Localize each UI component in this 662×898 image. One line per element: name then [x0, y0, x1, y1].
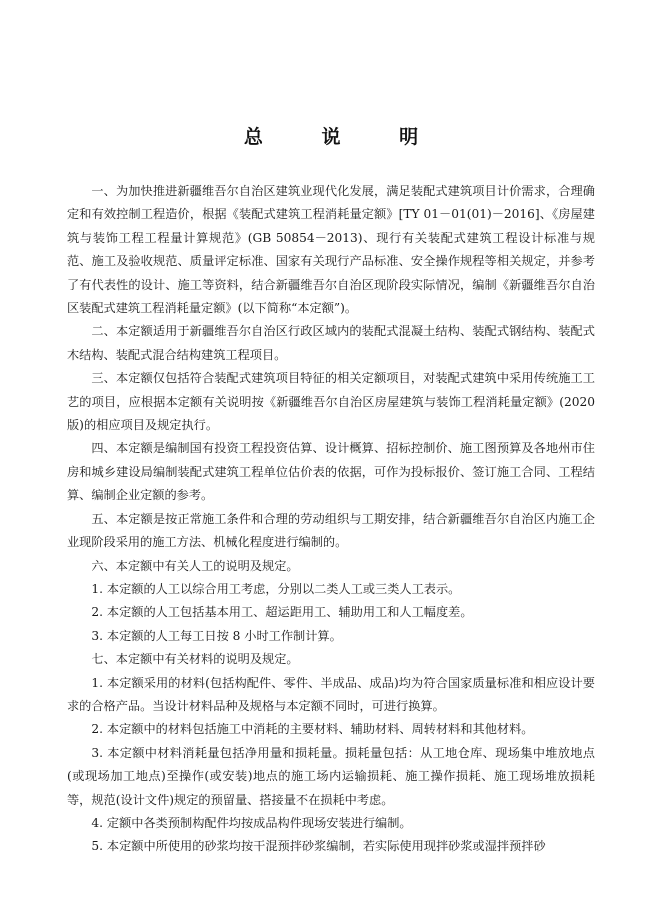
paragraph-5: 五、本定额是按正常施工条件和合理的劳动组织与工期安排，结合新疆维吾尔自治区内施工企业现阶段采用的施工方法、机械化程度进行编制的。: [67, 511, 595, 550]
paragraph-7-item-1: 1. 本定额采用的材料(包括构配件、零件、半成品、成品)均为符合国家质量标准和相应设计要求的合格产品。当设计材料品种及规格与本定额不同时，可进行换算。: [67, 675, 595, 713]
paragraph-4: 四、本定额是编制国有投资工程投资估算、设计概算、招标控制价、施工图预算及各地州市住房和城乡建设局编制装配式建筑工程单位估价表的依据，可作为投标报价、签订施工合同、工程结算、编制企业定额的参考。: [67, 441, 595, 503]
body-text: [67, 180, 595, 859]
paragraph-1: 一、为加快推进新疆维吾尔自治区建筑业现代化发展，满足装配式建筑项目计价需求，合理确定和有效控制工程造价，根据《装配式建筑工程消耗量定额》[TY 01－01(01)－2016]、《房屋建筑与装饰工程工程量计算规范》(GB 50854－2013)、现行有关装配式建筑工程设计标准与规范、施工及验收规范、质量评定标准、国家有关现行产品标准、安全操作规程等相关规定，并参考了有代表性的设计、施工等资料，结合新疆维吾尔自治区现阶段实际情况，编制《新疆维吾尔自治区装配式建筑工程消耗量定额》(以下简称“本定额”)。: [67, 184, 595, 316]
paragraph-6: 六、本定额中有关人工的说明及规定。: [91, 558, 299, 573]
paragraph-7-item-2: 2. 本定额中的材料包括施工中消耗的主要材料、辅助材料、周转材料和其他材料。: [91, 722, 534, 737]
paragraph-6-item-1: 1. 本定额的人工以综合用工考虑，分别以二类人工或三类人工表示。: [91, 581, 461, 596]
paragraph-7: 七、本定额中有关材料的说明及规定。: [91, 652, 299, 667]
paragraph-7-item-4: 4. 定额中各类预制构配件均按成品构件现场安装进行编制。: [91, 815, 412, 830]
page-title: 总 说 明: [243, 126, 445, 148]
paragraph-6-item-3: 3. 本定额的人工每工日按 8 小时工作制计算。: [91, 628, 342, 643]
paragraph-7-item-3: 3. 本定额中材料消耗量包括净用量和损耗量。损耗量包括：从工地仓库、现场集中堆放地点(或现场加工地点)至操作(或安装)地点的施工场内运输损耗、施工操作损耗、施工现场堆放损耗等，规范(设计文件)规定的预留量、搭接量不在损耗中考虑。: [67, 745, 595, 807]
paragraph-7-item-5: 5. 本定额中所使用的砂浆均按干混预拌砂浆编制，若实际使用现拌砂浆或湿拌预拌砂: [91, 839, 546, 854]
paragraph-2: 二、本定额适用于新疆维吾尔自治区行政区域内的装配式混凝土结构、装配式钢结构、装配式木结构、装配式混合结构建筑工程项目。: [67, 324, 595, 362]
paragraph-3: 三、本定额仅包括符合装配式建筑项目特征的相关定额项目，对装配式建筑中采用传统施工工艺的项目，应根据本定额有关说明按《新疆维吾尔自治区房屋建筑与装饰工程消耗量定额》(2020 版)的相应项目及规定执行。: [67, 371, 595, 433]
paragraph-6-item-2: 2. 本定额的人工包括基本用工、超运距用工、辅助用工和人工幅度差。: [91, 605, 473, 620]
